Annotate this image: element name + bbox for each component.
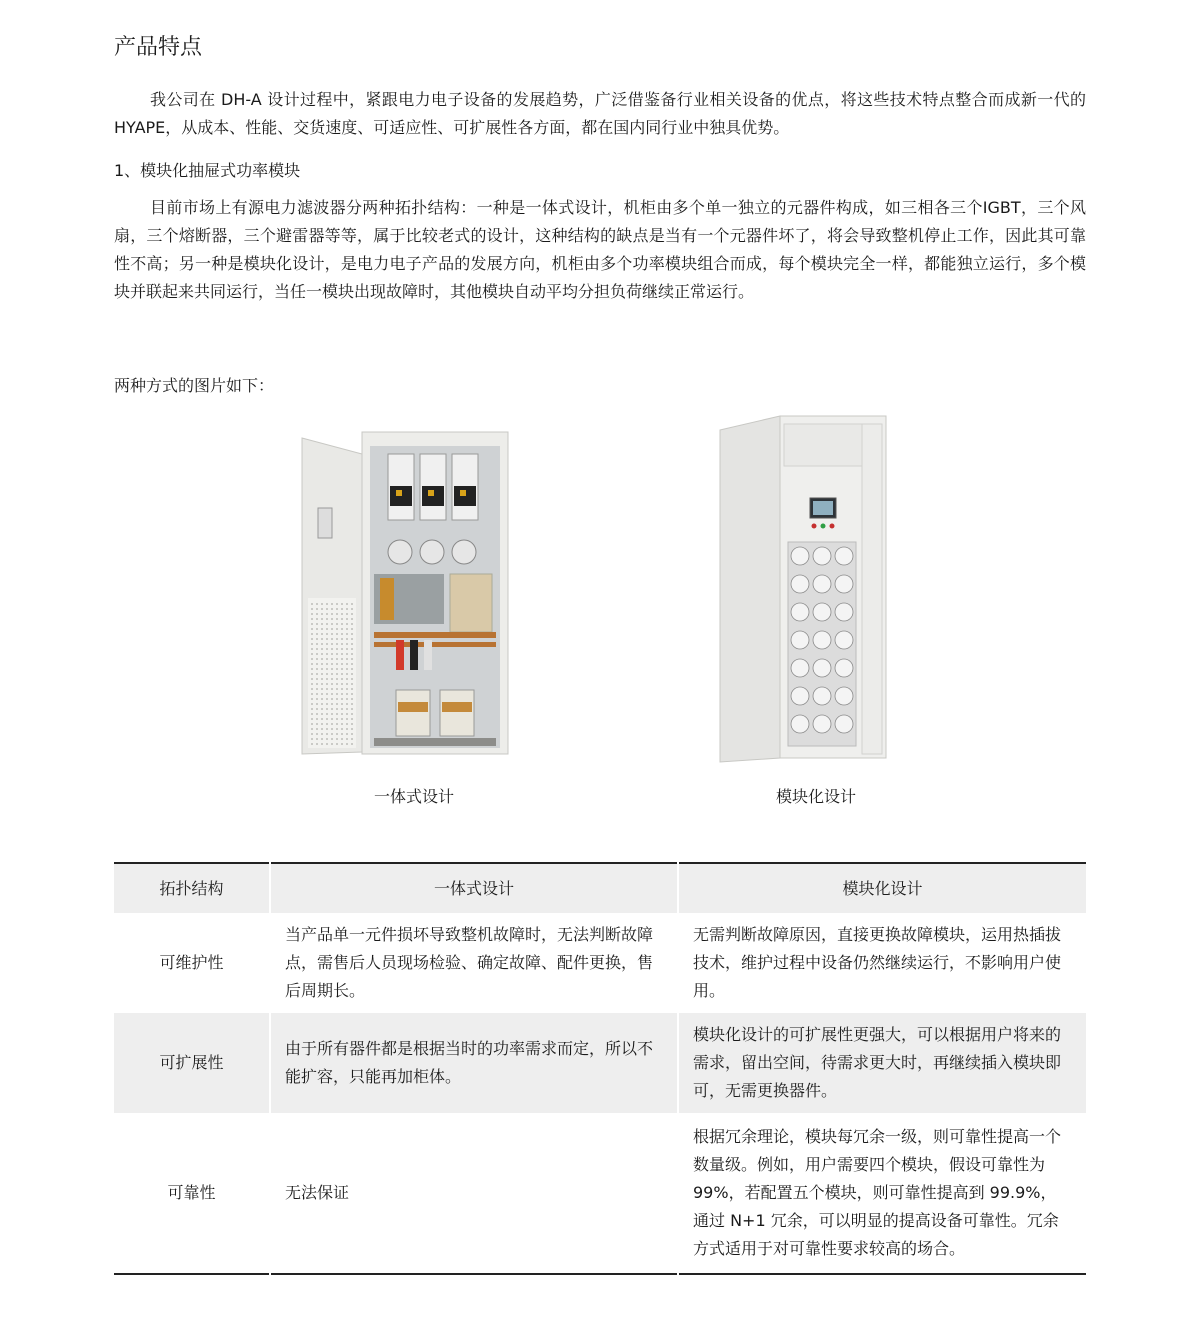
table-header-row bbox=[114, 863, 1086, 913]
table-header-topology: 拓扑结构 bbox=[114, 863, 270, 913]
page-title: 产品特点 bbox=[114, 35, 203, 60]
figure-caption-modular: 模块化设计 bbox=[775, 787, 856, 806]
section-paragraph: 目前市场上有源电力滤波器分两种拓扑结构：一种是一体式设计，机柜由多个单一独立的元器件构成，如三相各三个IGBT，三个风扇，三个熔断器，三个避雷器等等，属于比较老式的设计，这种结构的缺点是当有一个元器件坏了，将会导致整机停止工作，因此其可靠性不高；另一种是模块化设计，是电力电子产品的发展方向，机柜由多个功率模块组合而成，每个模块完全一样，都能独立运行，多个模块并联起来共同运行，当任一模块出现故障时，其他模块自动平均分担负荷继续正常运行。 bbox=[114, 198, 1086, 301]
cell-integrated: 无法保证 bbox=[270, 1113, 678, 1274]
cell-integrated: 由于所有器件都是根据当时的功率需求而定，所以不能扩容，只能再加柜体。 bbox=[270, 1013, 678, 1113]
table-row bbox=[114, 1113, 1086, 1274]
figure-caption-integrated: 一体式设计 bbox=[373, 787, 454, 806]
row-label-maintainability: 可维护性 bbox=[159, 953, 224, 972]
cell-integrated: 当产品单一元件损坏导致整机故障时，无法判断故障点，需售后人员现场检验、确定故障、配件更换，售后周期长。 bbox=[270, 913, 678, 1013]
figures-intro: 两种方式的图片如下： bbox=[114, 376, 275, 395]
intro-paragraph: 我公司在 DH-A 设计过程中，紧跟电力电子设备的发展趋势，广泛借鉴备行业相关设备的优点，将这些技术特点整合而成新一代的 HYAPE，从成本、性能、交货速度、可适应性、可扩展性各方面，都在国内同行业中独具优势。 bbox=[114, 90, 1086, 137]
table-row bbox=[114, 1013, 1086, 1113]
integrated-cabinet-image bbox=[300, 428, 510, 758]
modular-cabinet-image bbox=[718, 414, 888, 764]
table-row bbox=[114, 913, 1086, 1013]
section-heading: 1、模块化抽屉式功率模块 bbox=[114, 161, 301, 180]
table-header-integrated: 一体式设计 bbox=[270, 863, 678, 913]
comparison-table bbox=[114, 862, 1086, 1275]
table-header-modular: 模块化设计 bbox=[678, 863, 1086, 913]
cell-modular: 根据冗余理论，模块每冗余一级，则可靠性提高一个数量级。例如，用户需要四个模块，假设可靠性为 99%，若配置五个模块，则可靠性提高到 99.9%，通过 N+1 冗余，可以明显的提高设备可靠性。冗余方式适用于对可靠性要求较高的场合。 bbox=[678, 1113, 1086, 1274]
row-label-reliability: 可靠性 bbox=[167, 1183, 216, 1202]
cell-modular: 无需判断故障原因，直接更换故障模块，运用热插拔技术，维护过程中设备仍然继续运行，不影响用户使用。 bbox=[678, 913, 1086, 1013]
row-label-scalability: 可扩展性 bbox=[114, 1013, 270, 1113]
cell-modular: 模块化设计的可扩展性更强大，可以根据用户将来的需求，留出空间，待需求更大时，再继续插入模块即可，无需更换器件。 bbox=[678, 1013, 1086, 1113]
